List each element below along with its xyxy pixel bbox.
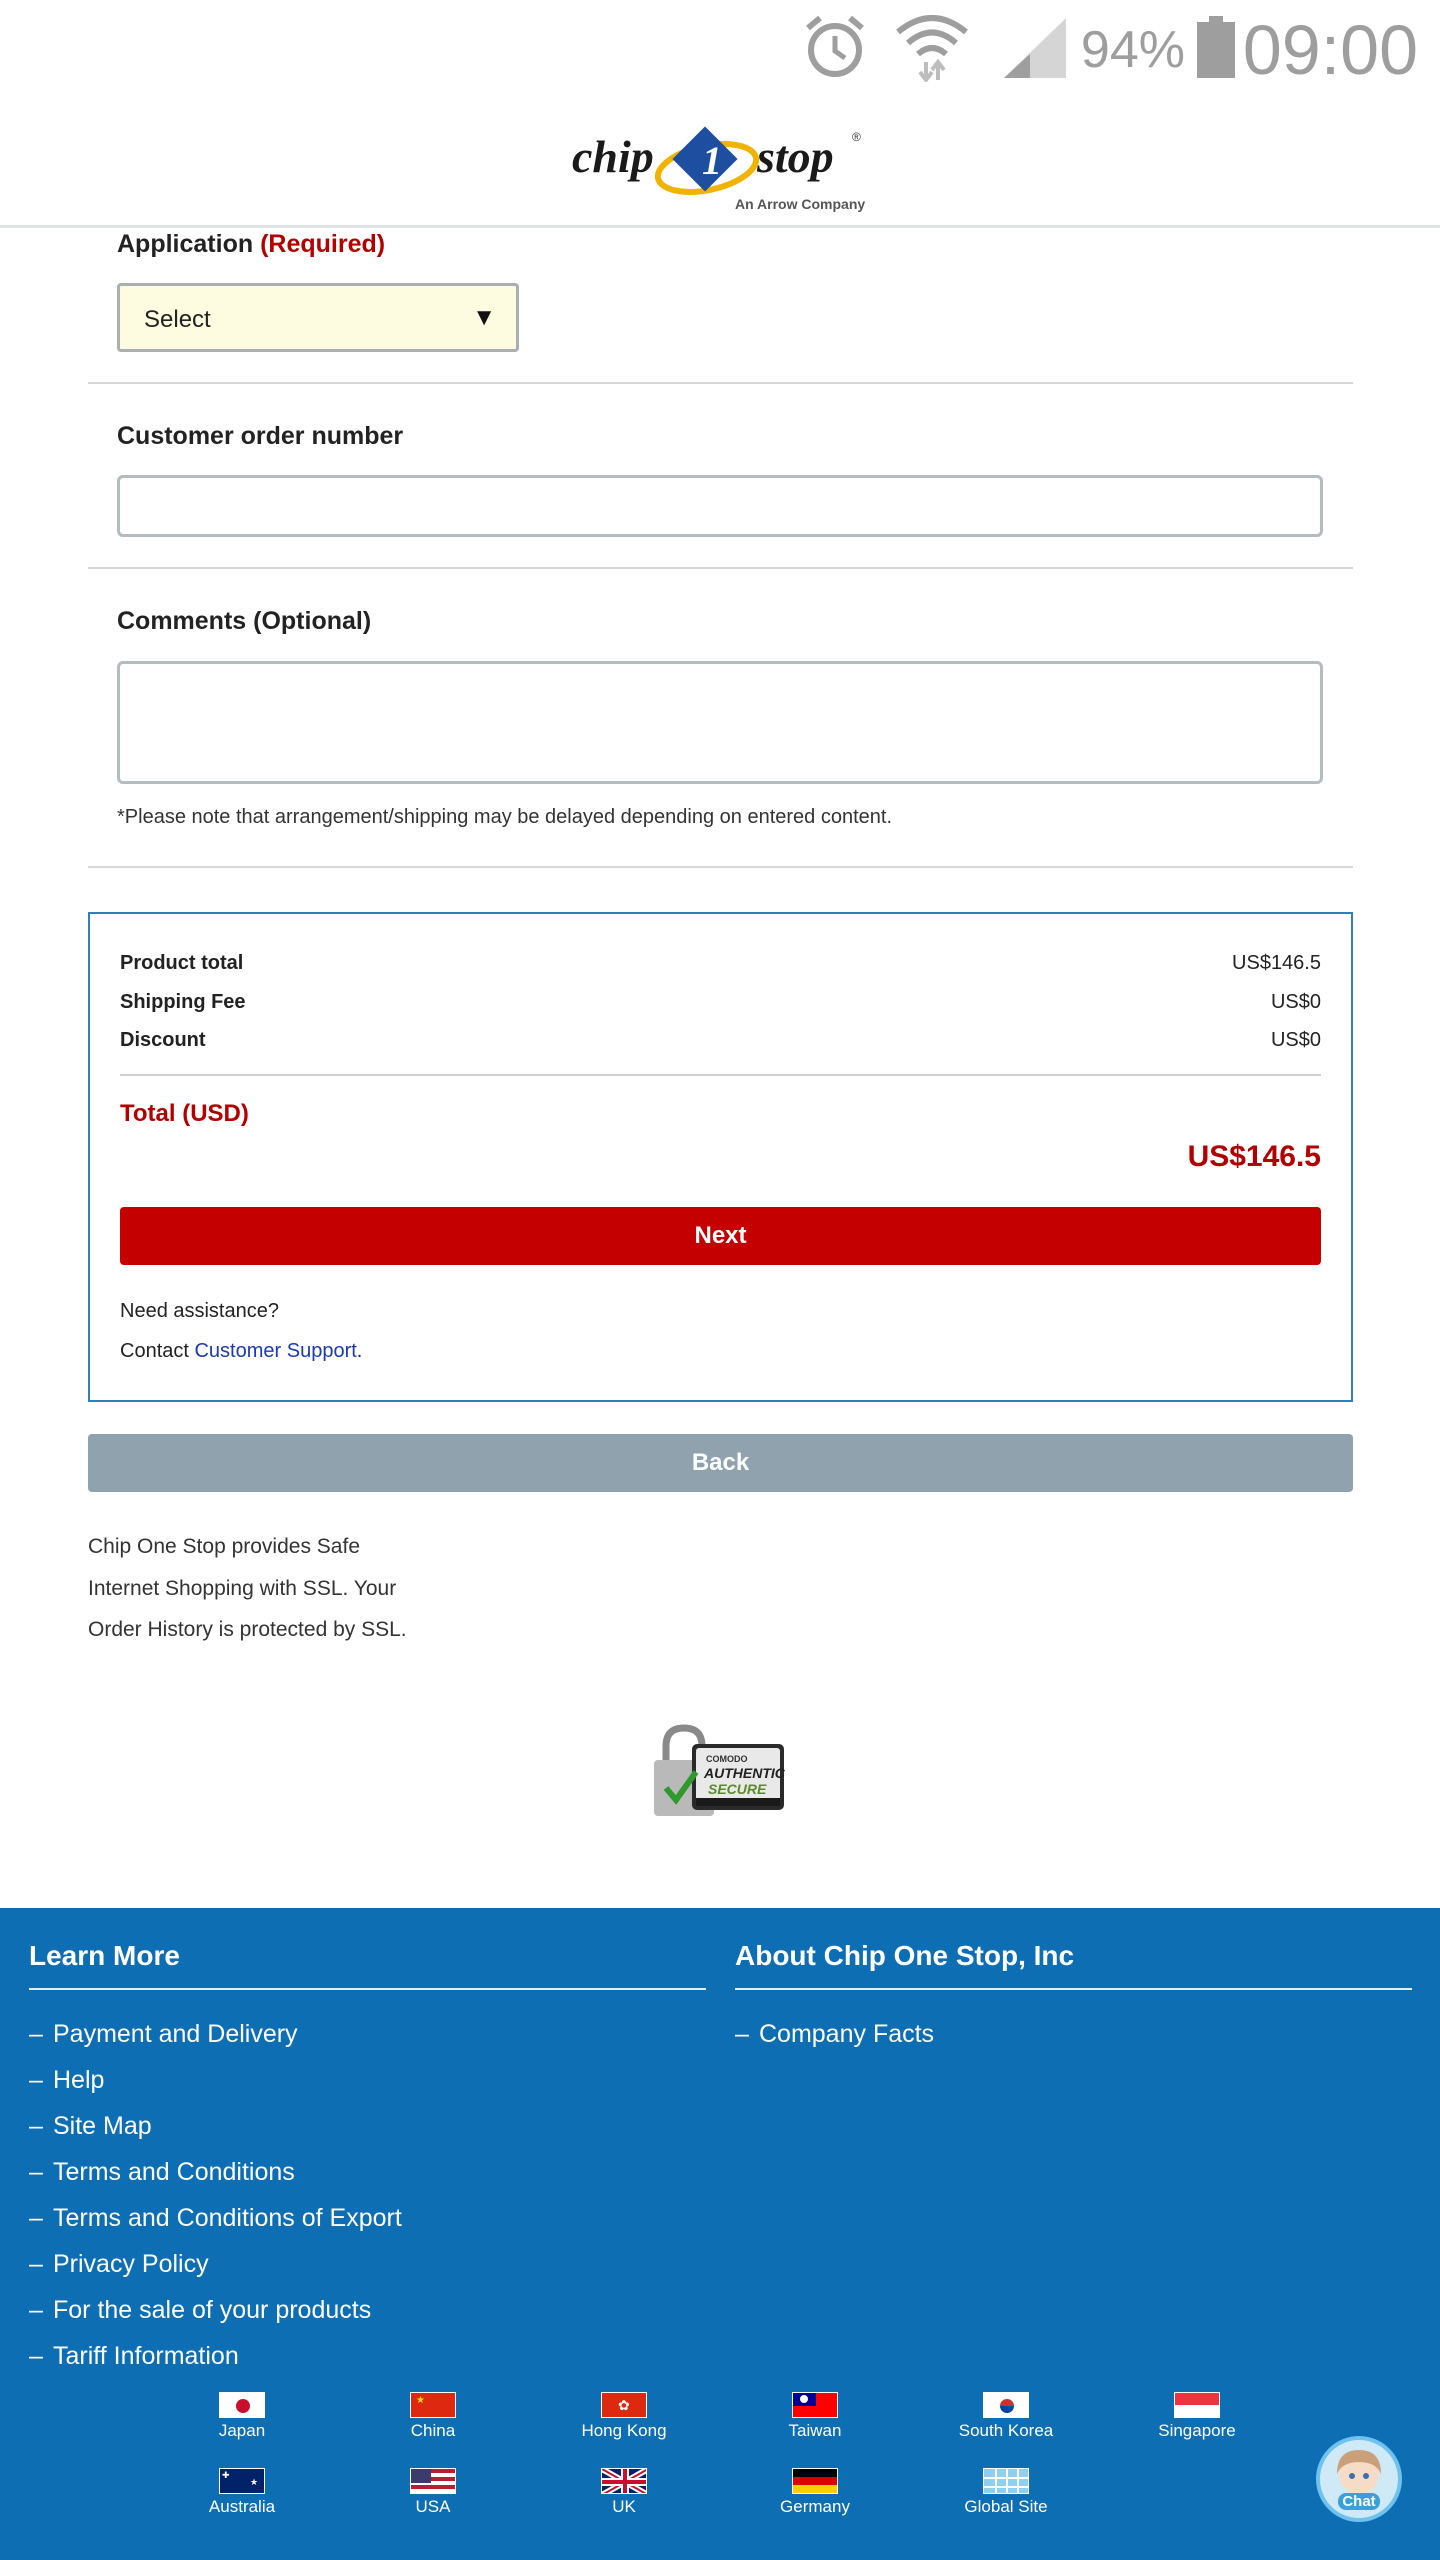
contact-suffix: . (356, 1340, 363, 1362)
wifi-icon (894, 10, 970, 82)
region-label: Hong Kong (581, 2421, 667, 2440)
region-australia[interactable] (177, 2468, 307, 2517)
summary-label: Discount (120, 1029, 206, 1051)
divider (88, 567, 1353, 569)
clock: 09:00 (1242, 11, 1418, 89)
region-label: Australia (208, 2497, 276, 2516)
alarm-icon (802, 14, 868, 80)
seal-text-secure: SECURE (708, 1781, 767, 1797)
footer-link-label: Help (53, 2066, 105, 2094)
contact-prefix: Contact (120, 1340, 195, 1362)
customer-order-label: Customer order number (117, 422, 404, 450)
footer-link-label: Terms and Conditions of Export (53, 2204, 402, 2232)
usa-flag-icon (410, 2468, 456, 2494)
summary-label: Shipping Fee (120, 991, 246, 1013)
region-usa[interactable] (368, 2468, 498, 2517)
application-select[interactable] (117, 283, 519, 352)
footer-link-label: Payment and Delivery (53, 2020, 298, 2048)
contact-text (120, 1340, 362, 1363)
germany-flag-icon (792, 2468, 838, 2494)
logo-number: 1 (702, 138, 722, 183)
seal-text-authentic: AUTHENTIC (704, 1765, 785, 1781)
footer-link-company-facts[interactable] (735, 2020, 934, 2049)
footer-link-terms-export[interactable] (29, 2204, 402, 2233)
dash-icon: – (29, 2204, 43, 2232)
footer-link-tariff[interactable] (29, 2342, 239, 2371)
comodo-secure-seal[interactable] (648, 1722, 790, 1818)
region-label: Japan (218, 2421, 266, 2440)
south-korea-flag-icon (983, 2392, 1029, 2418)
region-label: Germany (780, 2497, 850, 2516)
seal-text-comodo: COMODO (706, 1754, 748, 1764)
customer-support-link[interactable]: Customer Support (194, 1340, 357, 1362)
total-value: US$146.5 (1187, 1140, 1321, 1173)
dash-icon: – (29, 2112, 43, 2140)
region-germany[interactable] (750, 2468, 880, 2517)
region-taiwan[interactable] (750, 2392, 880, 2441)
customer-order-input[interactable] (117, 475, 1323, 537)
region-label: UK (612, 2497, 636, 2516)
next-button[interactable]: Next (120, 1207, 1321, 1265)
dash-icon: – (29, 2158, 43, 2186)
region-label: USA (415, 2497, 451, 2516)
australia-flag-icon: ✚ ★ (219, 2468, 265, 2494)
region-label: Global Site (964, 2497, 1048, 2516)
status-bar (0, 0, 1440, 100)
signal-icon (1000, 16, 1070, 80)
application-label-text: Application (117, 230, 254, 258)
region-label: China (410, 2421, 456, 2440)
region-global-site[interactable] (941, 2468, 1071, 2517)
region-south-korea[interactable] (941, 2392, 1071, 2441)
summary-row-product-total (120, 952, 1321, 978)
dash-icon: – (29, 2250, 43, 2278)
application-label (117, 230, 385, 259)
ssl-info-text: Chip One Stop provides Safe Internet Shopping with SSL. Your Order History is protected by SSL. (88, 1535, 407, 1641)
summary-value: US$0 (1270, 1029, 1321, 1051)
dash-icon: – (29, 2066, 43, 2094)
region-hong-kong[interactable] (559, 2392, 689, 2441)
summary-value: US$146.5 (1232, 952, 1321, 974)
comments-label: Comments (Optional) (117, 607, 372, 635)
footer-link-privacy[interactable] (29, 2250, 209, 2279)
footer-link-site-map[interactable] (29, 2112, 152, 2141)
shipping-delay-note: *Please note that arrangement/shipping may be delayed depending on entered content. (117, 806, 892, 828)
taiwan-flag-icon (792, 2392, 838, 2418)
footer-link-label: Tariff Information (53, 2342, 239, 2370)
battery-icon (1197, 16, 1235, 78)
summary-label: Product total (120, 952, 244, 974)
order-summary (88, 912, 1353, 1402)
footer-link-sale-products[interactable] (29, 2296, 371, 2325)
footer-divider (735, 1988, 1412, 1990)
back-button[interactable]: Back (88, 1434, 1353, 1492)
site-header (0, 100, 1440, 228)
footer-link-terms[interactable] (29, 2158, 295, 2187)
dash-icon: – (29, 2296, 43, 2324)
assistance-text: Need assistance? (120, 1300, 279, 1322)
footer-link-label: Privacy Policy (53, 2250, 209, 2278)
footer-link-help[interactable] (29, 2066, 104, 2095)
china-flag-icon: ★ (410, 2392, 456, 2418)
logo-tagline: An Arrow Company (735, 196, 866, 212)
region-label: Taiwan (788, 2421, 842, 2440)
logo-text-chip: chip (572, 131, 654, 182)
caret-down-icon: ▼ (472, 304, 496, 331)
summary-row-shipping-fee (120, 991, 1321, 1017)
footer-link-label: Terms and Conditions (53, 2158, 295, 2186)
region-label: Singapore (1158, 2421, 1236, 2440)
japan-flag-icon (219, 2392, 265, 2418)
footer-link-label: For the sale of your products (53, 2296, 372, 2324)
chat-button[interactable] (1316, 2436, 1402, 2522)
footer-heading-about: About Chip One Stop, Inc (735, 1940, 1075, 1971)
singapore-flag-icon (1174, 2392, 1220, 2418)
registered-mark: ® (852, 130, 861, 144)
site-footer (0, 1908, 1440, 2560)
summary-divider (120, 1074, 1321, 1076)
divider (88, 382, 1353, 384)
comments-textarea[interactable] (117, 661, 1323, 784)
logo-text-stop: stop (757, 131, 834, 182)
region-japan[interactable] (177, 2392, 307, 2441)
region-uk[interactable] (559, 2468, 689, 2517)
total-label: Total (USD) (120, 1100, 249, 1127)
chat-label: Chat (1338, 2493, 1380, 2510)
dash-icon: – (29, 2342, 43, 2370)
footer-link-payment-delivery[interactable] (29, 2020, 298, 2049)
hong-kong-flag-icon: ✿ (601, 2392, 647, 2418)
region-china[interactable] (368, 2392, 498, 2441)
footer-divider (29, 1988, 706, 1990)
battery-percent: 94% (1080, 21, 1185, 79)
footer-link-label: Company Facts (759, 2020, 935, 2048)
footer-link-label: Site Map (53, 2112, 152, 2140)
required-marker: (Required) (260, 230, 386, 258)
divider (88, 866, 1353, 868)
dash-icon: – (735, 2020, 749, 2048)
globe-grid-icon (983, 2468, 1029, 2494)
application-select-value: Select (144, 306, 211, 333)
region-label: South Korea (958, 2421, 1054, 2440)
footer-heading-learn-more: Learn More (29, 1940, 180, 1971)
region-singapore[interactable] (1132, 2392, 1262, 2441)
chip-one-stop-logo[interactable] (570, 118, 870, 212)
logo-emblem-icon (652, 122, 762, 202)
summary-value: US$0 (1270, 991, 1321, 1013)
uk-flag-icon (601, 2468, 647, 2494)
dash-icon: – (29, 2020, 43, 2048)
summary-row-discount (120, 1029, 1321, 1055)
